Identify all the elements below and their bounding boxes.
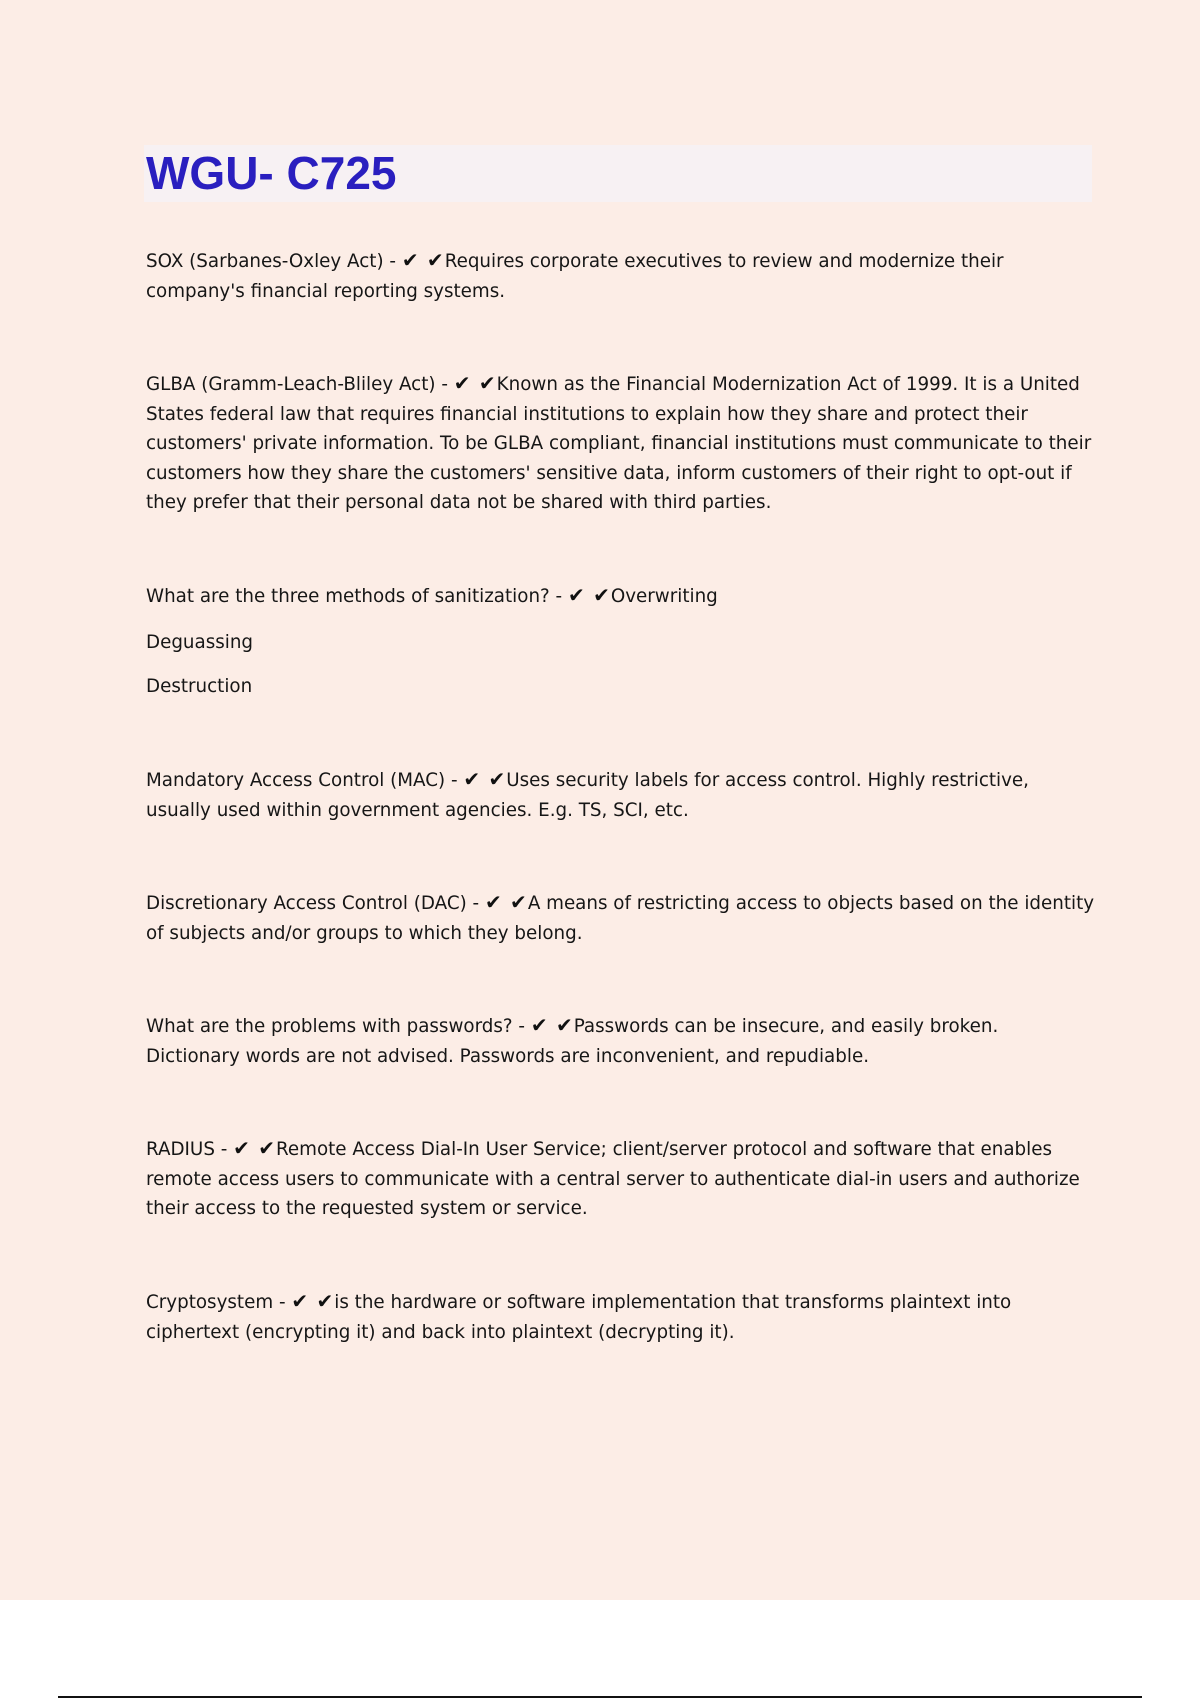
- entry-term: What are the problems with passwords? -: [146, 1016, 531, 1037]
- entry-definition: A means of restricting access to objects based on the identity of subjects and/or groups to which they belong.: [146, 893, 1095, 944]
- sanitization-method-destruction: Destruction: [146, 676, 253, 697]
- document-title: WGU- C725: [146, 147, 397, 199]
- double-check-icon: ✔ ✔: [291, 1289, 335, 1313]
- entry-term: Mandatory Access Control (MAC) -: [146, 770, 464, 791]
- entry-definition: Passwords can be insecure, and easily broken. Dictionary words are not advised. Passwords are inconvenient, and repudiable.: [146, 1016, 999, 1067]
- entry-term: SOX (Sarbanes-Oxley Act) -: [146, 251, 402, 272]
- entry-definition: Known as the Financial Modernization Act of 1999. It is a United States federal law that requires financial institutions to explain how they share and protect their customers' private information. To be GLBA compliant, financial institutions must communicate to their customers how they share the customers' sensitive data, inform customers of their right to opt-out if they prefer that their personal data not be shared with third parties.: [146, 374, 1092, 513]
- double-check-icon: ✔ ✔: [453, 371, 497, 395]
- footer-divider: [58, 1696, 1142, 1698]
- entry-definition: Requires corporate executives to review and modernize their company's financial reporting systems.: [146, 251, 1004, 302]
- entry-definition: is the hardware or software implementation that transforms plaintext into ciphertext (encrypting it) and back into plaintext (decrypting it).: [146, 1292, 1012, 1343]
- entry-dac: [146, 888, 1096, 948]
- entry-definition: Remote Access Dial-In User Service; client/server protocol and software that enables remote access users to communicate with a central server to authenticate dial-in users and authorize their access to the requested system or service.: [146, 1139, 1080, 1219]
- title-bar: [144, 145, 1092, 202]
- entry-definition: Uses security labels for access control. Highly restrictive, usually used within government agencies. E.g. TS, SCI, etc.: [146, 770, 1029, 821]
- double-check-icon: ✔ ✔: [463, 767, 507, 791]
- double-check-icon: ✔ ✔: [233, 1136, 277, 1160]
- entry-term: What are the three methods of sanitization? -: [146, 586, 568, 607]
- double-check-icon: ✔ ✔: [530, 1013, 574, 1037]
- entry-radius: [146, 1134, 1096, 1224]
- entry-sox: [146, 246, 1096, 306]
- entry-passwords: [146, 1011, 1096, 1071]
- entry-sanitization: [146, 581, 1096, 612]
- entry-mac: [146, 765, 1096, 825]
- entry-glba: [146, 369, 1096, 518]
- entry-definition: Overwriting: [610, 586, 718, 607]
- sanitization-method-deguassing: Deguassing: [146, 632, 254, 653]
- entry-term: GLBA (Gramm-Leach-Bliley Act) -: [146, 374, 454, 395]
- entry-term: Cryptosystem -: [146, 1292, 292, 1313]
- double-check-icon: ✔ ✔: [484, 890, 528, 914]
- double-check-icon: ✔ ✔: [567, 583, 611, 607]
- double-check-icon: ✔ ✔: [401, 248, 445, 272]
- entry-term: Discretionary Access Control (DAC) -: [146, 893, 485, 914]
- entry-cryptosystem: [146, 1287, 1096, 1347]
- entry-term: RADIUS -: [146, 1139, 234, 1160]
